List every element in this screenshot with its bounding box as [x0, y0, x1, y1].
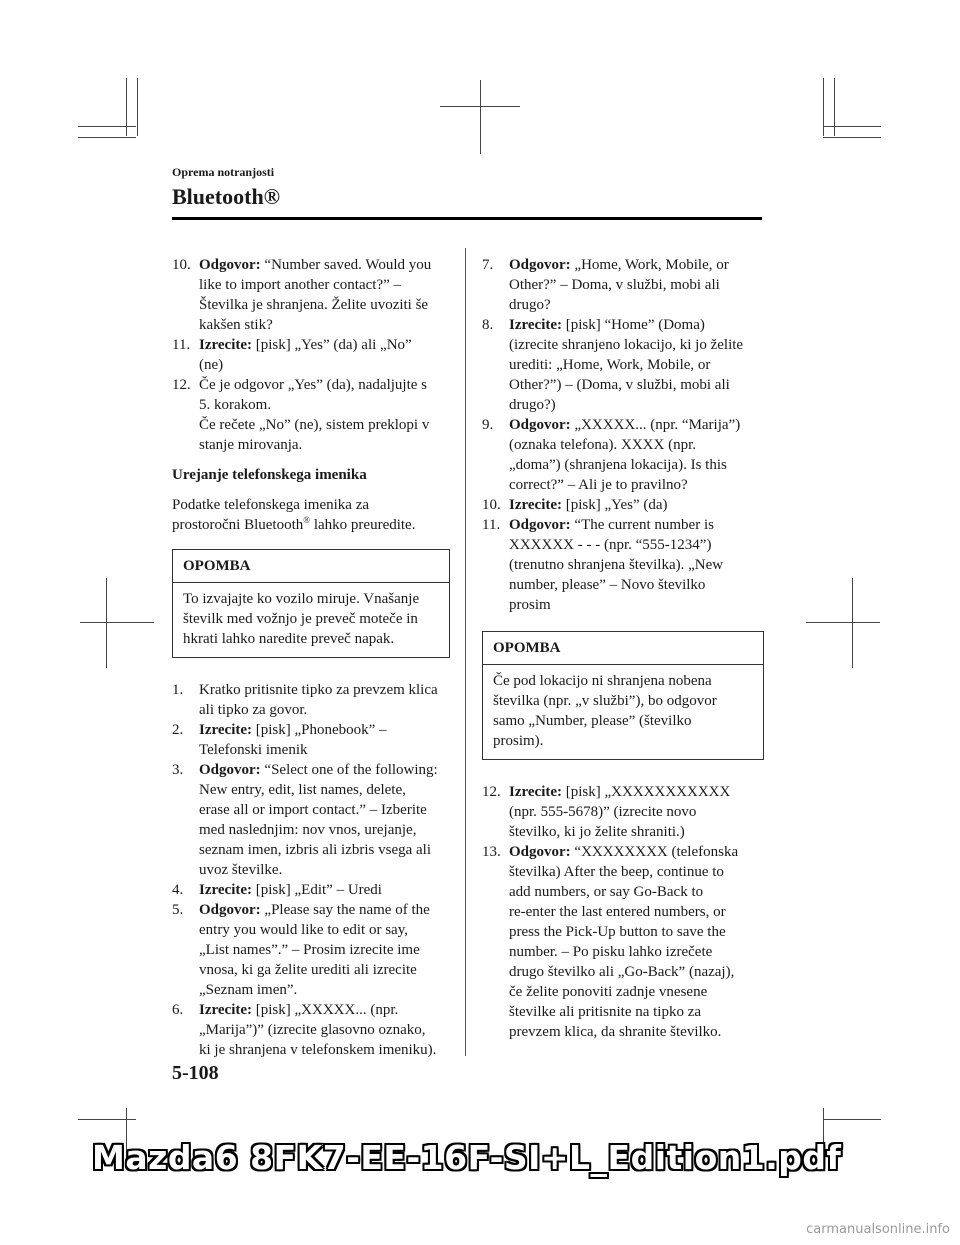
step-number: 7.: [482, 257, 494, 273]
step-text: “Number saved. Would you: [260, 257, 432, 273]
step-line: [509, 802, 764, 822]
step-text: [pisk] „Yes” (da): [562, 497, 668, 513]
step-text: press the Pick-Up button to save the: [509, 924, 726, 940]
step-line: [199, 375, 450, 395]
note-line: številk med vožnjo je preveč moteče in: [183, 611, 418, 627]
step-line: [199, 900, 450, 920]
right-column: [482, 255, 764, 1042]
page-title: Bluetooth®: [172, 184, 281, 209]
step-line: [509, 455, 764, 475]
step-text: stanje mirovanja.: [199, 437, 303, 453]
step-text: Other?” – Doma, v službi, mobi ali: [509, 277, 720, 293]
note-line: samo „Number, please” (številko: [493, 713, 692, 729]
step-text: Številka je shranjena. Želite uvoziti še: [199, 297, 429, 313]
step-line: [509, 575, 764, 595]
list-item: [172, 255, 450, 335]
registered-mark: ®: [303, 515, 311, 525]
step-line: [509, 495, 764, 515]
step-label: Izrecite:: [199, 1002, 253, 1018]
step-number: 13.: [482, 844, 501, 860]
list-item: [172, 375, 450, 455]
step-text: “Select one of the following:: [260, 762, 438, 778]
crop-mark: [823, 137, 881, 138]
step-line: [509, 962, 764, 982]
step-line: [509, 862, 764, 882]
step-text: [pisk] „Edit” – Uredi: [252, 882, 382, 898]
step-text: „XXXXX... (npr. “Marija”): [570, 417, 741, 433]
crop-mark: [78, 137, 136, 138]
list-item: [172, 680, 450, 720]
step-line: [509, 475, 764, 495]
step-line: [509, 395, 764, 415]
step-label: Odgovor:: [509, 257, 571, 273]
list-item: [482, 515, 764, 615]
step-text: med naslednjim: nov vnos, urejanje,: [199, 822, 417, 838]
list-item: [172, 900, 450, 1000]
list-item: [482, 255, 764, 315]
step-text: številka) After the beep, continue to: [509, 864, 724, 880]
step-label: Odgovor:: [509, 417, 571, 433]
step-label: Odgovor:: [509, 517, 571, 533]
step-line: [199, 275, 450, 295]
step-text: [pisk] „XXXXX... (npr.: [252, 1002, 399, 1018]
step-line: [509, 982, 764, 1002]
step-line: [509, 942, 764, 962]
step-text: „doma”) (shranjena lokacija). Is this: [509, 457, 727, 473]
crop-mark: [137, 78, 138, 136]
step-line: [509, 782, 764, 802]
step-label: Izrecite:: [199, 722, 253, 738]
step-text: number. – Po pisku lahko izrečete: [509, 944, 713, 960]
step-text: Telefonski imenik: [199, 742, 308, 758]
step-line: [199, 820, 450, 840]
note-title: OPOMBA: [483, 632, 763, 665]
section-heading: Urejanje telefonskega imenika: [172, 467, 367, 483]
step-line: [199, 960, 450, 980]
step-number: 12.: [172, 377, 191, 393]
step-line: [509, 295, 764, 315]
step-line: [199, 840, 450, 860]
step-label: Odgovor:: [199, 902, 261, 918]
step-text: (trenutno shranjena številka). „New: [509, 557, 724, 573]
note-line: prosim).: [493, 733, 544, 749]
step-label: Izrecite:: [509, 497, 563, 513]
step-number: 8.: [482, 317, 494, 333]
step-text: uvoz številke.: [199, 862, 283, 878]
intro-text: prostoročni Bluetooth: [172, 517, 304, 533]
list-item: [172, 760, 450, 880]
step-text: prevzem klica, da shranite številko.: [509, 1024, 722, 1040]
crop-mark: [126, 78, 127, 136]
section-label: Oprema notranjosti: [172, 165, 275, 179]
crop-mark: [823, 126, 881, 127]
step-line: [199, 395, 450, 415]
step-line: [199, 920, 450, 940]
step-line: [509, 375, 764, 395]
site-watermark: carmanualsonline.info: [806, 1222, 950, 1237]
step-text: [pisk] „Phonebook” –: [252, 722, 387, 738]
note-line: To izvajajte ko vozilo miruje. Vnašanje: [183, 591, 420, 607]
step-text: številke ali pritisnite na tipko za: [509, 1004, 702, 1020]
step-text: številko, ki jo želite shraniti.): [509, 824, 685, 840]
step-text: 5. korakom.: [199, 397, 272, 413]
step-text: drugo številko ali „Go-Back” (nazaj),: [509, 964, 735, 980]
crop-mark: [106, 578, 107, 668]
filename-watermark: Mazda6 8FK7-EE-16F-SI+L_Edition1.pdf: [92, 1138, 842, 1177]
header-rule: [172, 217, 762, 220]
step-text: “The current number is: [570, 517, 714, 533]
column-divider: [465, 248, 466, 1056]
step-line: [509, 1002, 764, 1022]
step-text: (npr. 555-5678)” (izrecite novo: [509, 804, 697, 820]
step-line: [199, 780, 450, 800]
step-line: [199, 415, 450, 435]
note-box: [172, 549, 450, 658]
step-line: [199, 1020, 450, 1040]
intro-paragraph: [172, 495, 450, 535]
step-line: [199, 860, 450, 880]
step-line: [509, 355, 764, 375]
step-text: (ne): [199, 357, 224, 373]
step-number: 2.: [172, 722, 184, 738]
step-text: če želite ponoviti zadnje vnesene: [509, 984, 708, 1000]
step-text: New entry, edit, list names, delete,: [199, 782, 406, 798]
step-line: [509, 842, 764, 862]
page-number: 5-108: [172, 1062, 219, 1084]
step-text: „Please say the name of the: [260, 902, 430, 918]
step-text: ali tipko za govor.: [199, 702, 308, 718]
step-line: [199, 720, 450, 740]
step-text: Če je odgovor „Yes” (da), nadaljujte s: [199, 377, 428, 393]
crop-mark: [80, 622, 154, 623]
step-text: urediti: „Home, Work, Mobile, or: [509, 357, 711, 373]
step-line: [509, 555, 764, 575]
step-line: [199, 760, 450, 780]
step-text: kakšen stik?: [199, 317, 273, 333]
step-line: [509, 822, 764, 842]
step-line: [199, 1000, 450, 1020]
step-list: [172, 680, 450, 1060]
step-line: [199, 880, 450, 900]
step-list: [172, 255, 450, 455]
step-text: re-enter the last entered numbers, or: [509, 904, 726, 920]
step-line: [509, 255, 764, 275]
list-item: [482, 315, 764, 415]
note-line: številka (npr. „v službi”), bo odgovor: [493, 693, 717, 709]
list-item: [172, 720, 450, 760]
note-line: Če pod lokacijo ni shranjena nobena: [493, 673, 712, 689]
step-number: 5.: [172, 902, 184, 918]
step-line: [199, 1040, 450, 1060]
list-item: [172, 880, 450, 900]
step-line: [509, 922, 764, 942]
step-line: [509, 535, 764, 555]
step-line: [199, 800, 450, 820]
step-number: 9.: [482, 417, 494, 433]
step-text: entry you would like to edit or say,: [199, 922, 408, 938]
step-text: prosim: [509, 597, 551, 613]
step-line: [509, 275, 764, 295]
crop-mark: [480, 80, 481, 154]
step-text: add numbers, or say Go-Back to: [509, 884, 704, 900]
step-text: „Home, Work, Mobile, or: [570, 257, 729, 273]
step-text: number, please” – Novo številko: [509, 577, 706, 593]
step-text: erase all or import contact.” – Izberite: [199, 802, 427, 818]
step-line: [199, 700, 450, 720]
step-line: [199, 355, 450, 375]
crop-mark: [78, 1119, 136, 1120]
list-item: [482, 415, 764, 495]
step-text: Kratko pritisnite tipko za prevzem klica: [199, 682, 438, 698]
crop-mark: [806, 622, 880, 623]
step-label: Odgovor:: [199, 257, 261, 273]
note-line: hkrati lahko naredite preveč napak.: [183, 631, 395, 647]
crop-mark: [834, 78, 835, 136]
note-body: [173, 583, 449, 657]
step-text: seznam imen, izbris ali izbris vsega ali: [199, 842, 432, 858]
step-line: [199, 315, 450, 335]
crop-mark: [852, 578, 853, 668]
step-text: [pisk] „XXXXXXXXXXX: [562, 784, 731, 800]
left-column: [172, 255, 450, 1060]
step-text: „Seznam imen”.: [199, 982, 298, 998]
list-item: [482, 495, 764, 515]
step-line: [199, 255, 450, 275]
step-line: [509, 902, 764, 922]
step-text: (izrecite shranjeno lokacijo, ki jo želite: [509, 337, 744, 353]
crop-mark: [823, 78, 824, 136]
step-line: [509, 435, 764, 455]
step-text: vnosa, ki ga želite urediti ali izrecite: [199, 962, 417, 978]
step-line: [199, 435, 450, 455]
list-item: [482, 782, 764, 842]
step-text: drugo?: [509, 297, 551, 313]
step-text: „List names”.” – Prosim izrecite ime: [199, 942, 420, 958]
note-title: OPOMBA: [173, 550, 449, 583]
step-text: drugo?): [509, 397, 556, 413]
step-list: [482, 782, 764, 1042]
step-line: [199, 295, 450, 315]
crop-mark: [823, 1119, 881, 1120]
step-line: [509, 1022, 764, 1042]
step-line: [509, 882, 764, 902]
step-label: Izrecite:: [199, 882, 253, 898]
step-text: ki je shranjena v telefonskem imeniku).: [199, 1042, 437, 1058]
intro-line: Podatke telefonskega imenika za: [172, 497, 370, 513]
crop-mark: [440, 106, 520, 107]
step-text: like to import another contact?” –: [199, 277, 402, 293]
note-body: [483, 665, 763, 759]
step-number: 4.: [172, 882, 184, 898]
step-line: [509, 335, 764, 355]
step-text: [pisk] „Yes” (da) ali „No”: [252, 337, 412, 353]
list-item: [172, 335, 450, 375]
step-text: Other?”) – (Doma, v službi, mobi ali: [509, 377, 730, 393]
step-list: [482, 255, 764, 615]
step-number: 6.: [172, 1002, 184, 1018]
intro-line: [172, 515, 450, 535]
step-text: correct?” – Ali je to pravilno?: [509, 477, 688, 493]
step-text: [pisk] “Home” (Doma): [562, 317, 705, 333]
step-text: „Marija”)” (izrecite glasovno oznako,: [199, 1022, 426, 1038]
step-number: 11.: [482, 517, 501, 533]
step-label: Izrecite:: [509, 317, 563, 333]
step-number: 12.: [482, 784, 501, 800]
step-label: Izrecite:: [199, 337, 253, 353]
list-item: [172, 1000, 450, 1060]
step-label: Izrecite:: [509, 784, 563, 800]
step-number: 10.: [172, 257, 191, 273]
step-label: Odgovor:: [199, 762, 261, 778]
step-text: Če rečete „No” (ne), sistem preklopi v: [199, 417, 430, 433]
step-text: XXXXXX - - - (npr. “555-1234”): [509, 537, 712, 553]
note-box: [482, 631, 764, 760]
step-line: [509, 415, 764, 435]
step-line: [199, 980, 450, 1000]
step-line: [509, 515, 764, 535]
list-item: [482, 842, 764, 1042]
step-line: [199, 940, 450, 960]
step-text: (oznaka telefona). XXXX (npr.: [509, 437, 697, 453]
step-line: [199, 335, 450, 355]
step-line: [199, 680, 450, 700]
step-number: 1.: [172, 682, 184, 698]
intro-text: lahko preuredite.: [310, 517, 416, 533]
step-label: Odgovor:: [509, 844, 571, 860]
crop-mark: [78, 126, 136, 127]
step-line: [509, 595, 764, 615]
step-line: [199, 740, 450, 760]
step-number: 11.: [172, 337, 191, 353]
step-number: 3.: [172, 762, 184, 778]
step-line: [509, 315, 764, 335]
step-number: 10.: [482, 497, 501, 513]
step-text: “XXXXXXXX (telefonska: [570, 844, 739, 860]
